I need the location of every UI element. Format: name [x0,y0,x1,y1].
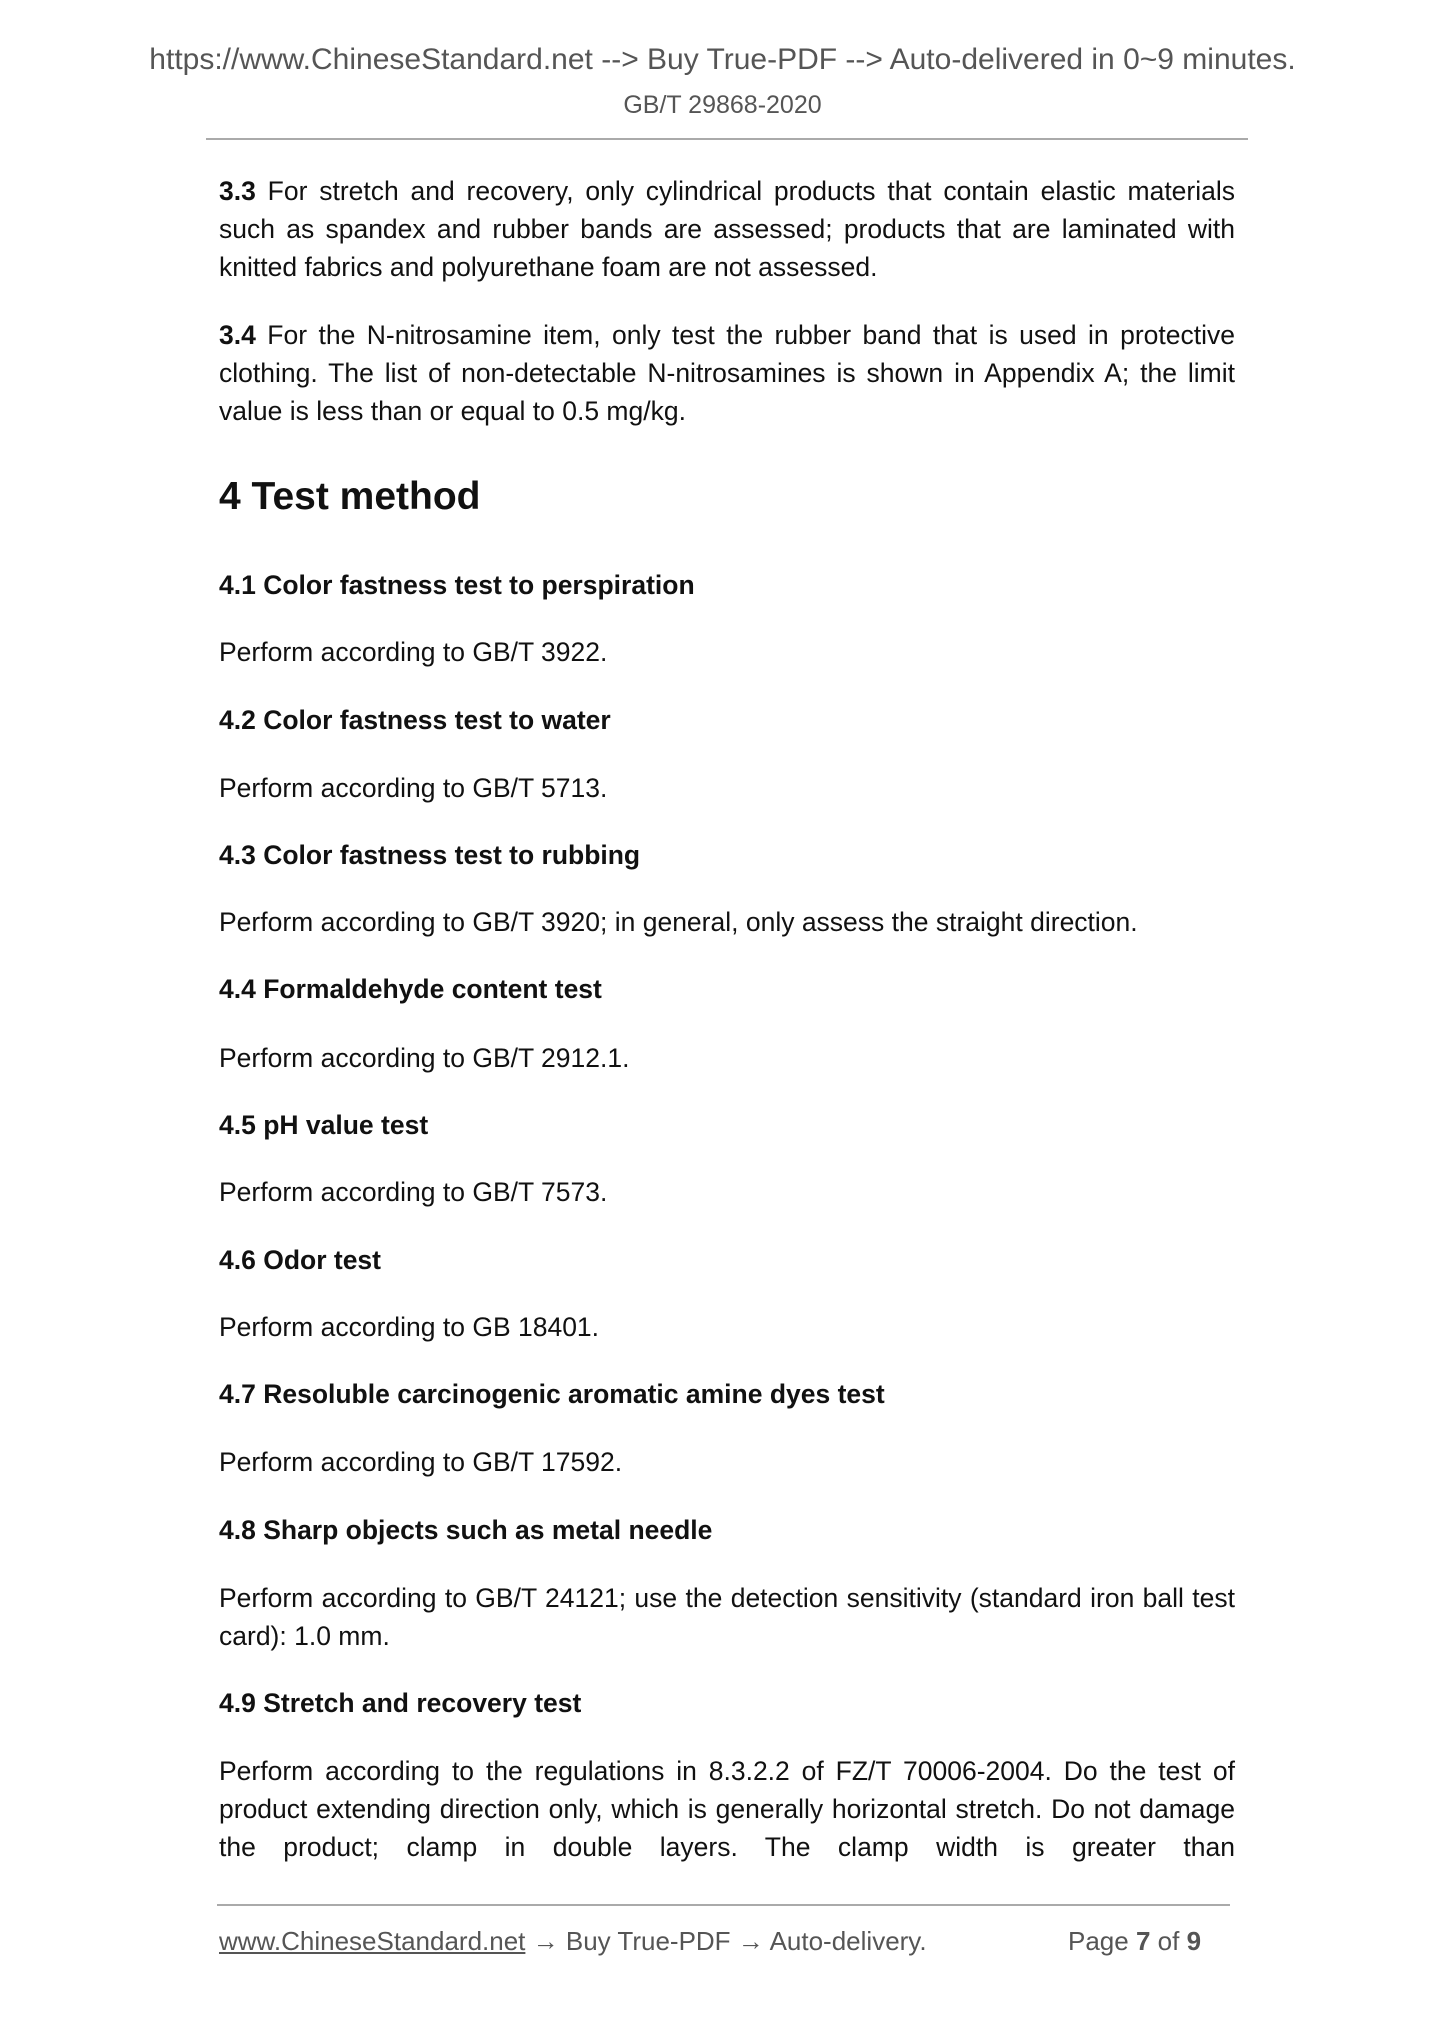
subsection-body: Perform according to the regulations in 8.3.2.2 of FZ/T 70006-2004. Do the test of product extending direction only, which is generally horizontal stretch. Do not damage the product; clamp in double layers. The clamp width is greater than [219,1756,1235,1862]
subsection-body: Perform according to GB 18401. [219,1312,600,1342]
subsection-body: Perform according to GB/T 17592. [219,1447,623,1477]
page-current: 7 [1135,1926,1151,1956]
clause-number: 3.3 [219,176,256,206]
subsection-body: Perform according to GB/T 24121; use the detection sensitivity (standard iron ball test card): 1.0 mm. [219,1583,1235,1651]
clause-3-4 [219,316,1235,430]
website-link[interactable]: www.ChineseStandard.net [219,1926,526,1956]
subsection-title: 4.8 Sharp objects such as metal needle [219,1515,713,1545]
header-banner: https://www.ChineseStandard.net --> Buy True-PDF --> Auto-delivered in 0~9 minutes. [149,43,1296,76]
footer-divider [217,1904,1230,1906]
header-divider [206,138,1248,140]
subsection-body: Perform according to GB/T 7573. [219,1177,608,1207]
footer-left [219,1924,927,1958]
footer-tagline: → Buy True-PDF → Auto-delivery. [525,1926,927,1956]
clause-number: 3.4 [219,320,256,350]
clause-3-3 [219,172,1235,286]
clause-text: For stretch and recovery, only cylindrical products that contain elastic materials such as spandex and rubber bands are assessed; products that are laminated with knitted fabrics and polyurethane foam are not assessed. [219,176,1236,282]
of-label: of [1157,1926,1180,1956]
subsection-body: Perform according to GB/T 2912.1. [219,1043,630,1073]
section-title: 4 Test method [219,475,481,518]
subsection-body: Perform according to GB/T 3920; in general, only assess the straight direction. [219,907,1138,937]
standard-id: GB/T 29868-2020 [623,91,822,119]
subsection-title: 4.2 Color fastness test to water [219,705,611,735]
subsection-title: 4.1 Color fastness test to perspiration [219,570,695,600]
subsection-title: 4.9 Stretch and recovery test [219,1688,582,1718]
page-indicator [1068,1924,1201,1958]
subsection-body: Perform according to GB/T 3922. [219,637,608,667]
page-total: 9 [1186,1926,1202,1956]
subsection-title: 4.7 Resoluble carcinogenic aromatic amine dyes test [219,1379,885,1409]
subsection-title: 4.5 pH value test [219,1110,429,1140]
clause-text: For the N-nitrosamine item, only test the rubber band that is used in protective clothing. The list of non-detectable N-nitrosamines is shown in Appendix A; the limit value is less than or equal to 0.5 mg/kg. [219,320,1236,426]
subsection-title: 4.4 Formaldehyde content test [219,974,602,1004]
page-label: Page [1068,1926,1129,1956]
subsection-title: 4.3 Color fastness test to rubbing [219,840,641,870]
subsection-body: Perform according to GB/T 5713. [219,773,608,803]
subsection-title: 4.6 Odor test [219,1245,381,1275]
